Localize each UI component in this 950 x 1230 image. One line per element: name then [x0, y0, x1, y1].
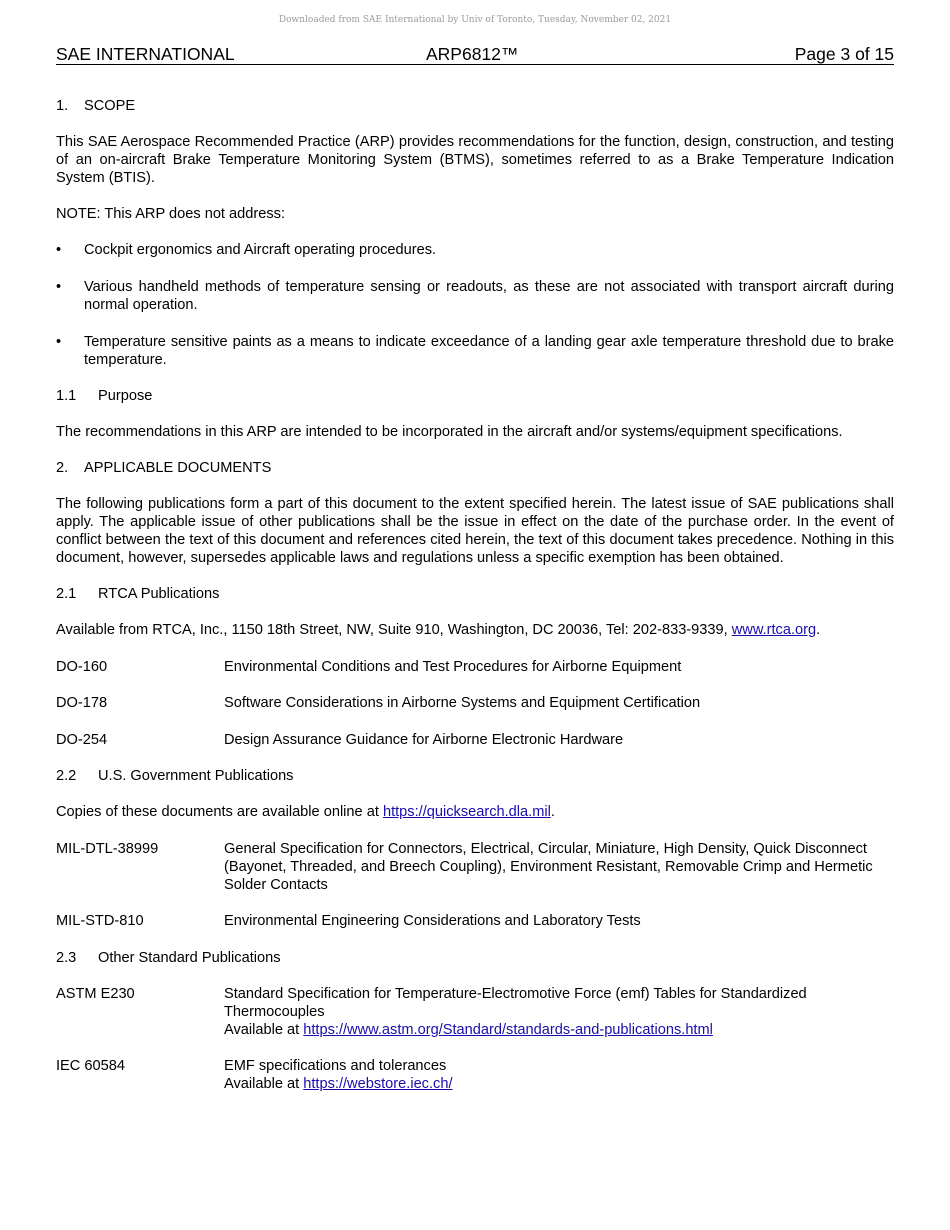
reference-title: Environmental Engineering Considerations and Laboratory Tests [224, 913, 641, 929]
availability-period: . [550, 804, 555, 820]
reference-title: Standard Specification for Temperature-Electromotive Force (emf) Tables for Standardized Thermocouples [224, 986, 807, 1020]
bullet-icon: • [56, 334, 62, 350]
availability-text: Available at [224, 1022, 304, 1038]
availability-text: Available from RTCA, Inc., 1150 18th Street, NW, Suite 910, Washington, DC 20036, Tel: 202-833-9339, [56, 622, 732, 638]
section-number: 2. [56, 460, 69, 476]
reference-row [56, 840, 894, 894]
dla-quicksearch-link[interactable]: https://quicksearch.dla.mil [382, 804, 551, 820]
list-item-text: Various handheld methods of temperature sensing or readouts, as these are not associated with transport aircraft during normal operation. [84, 279, 894, 313]
section-title: U.S. Government Publications [98, 768, 294, 784]
reference-title: Environmental Conditions and Test Procedures for Airborne Equipment [224, 659, 682, 675]
section-2-1-heading [56, 585, 894, 603]
section-number: 2.1 [56, 586, 77, 602]
section-title: SCOPE [84, 98, 136, 114]
reference-row [56, 658, 894, 676]
reference-code: DO-160 [56, 659, 108, 675]
reference-row [56, 985, 894, 1039]
availability-text: Available at [224, 1076, 304, 1092]
section-title: Other Standard Publications [98, 950, 281, 966]
section-number: 2.2 [56, 768, 77, 784]
section-number: 1.1 [56, 388, 77, 404]
reference-code: MIL-DTL-38999 [56, 841, 159, 857]
reference-code: DO-178 [56, 695, 108, 711]
document-body [56, 97, 894, 1093]
download-watermark: Downloaded from SAE International by Univ of Toronto, Tuesday, November 02, 2021 [278, 15, 672, 25]
bullet-icon: • [56, 242, 62, 258]
section-2-3-heading [56, 949, 894, 967]
purpose-paragraph: The recommendations in this ARP are intended to be incorporated in the aircraft and/or systems/equipment specifications. [56, 424, 843, 440]
reference-code: DO-254 [56, 732, 108, 748]
reference-title: Design Assurance Guidance for Airborne Electronic Hardware [224, 732, 624, 748]
section-number: 1. [56, 98, 69, 114]
section-2-2-heading [56, 767, 894, 785]
government-availability [56, 803, 894, 821]
list-item [56, 241, 894, 259]
section-2-heading [56, 459, 894, 477]
section-title: Purpose [98, 388, 153, 404]
astm-link[interactable]: https://www.astm.org/Standard/standards-and-publications.html [303, 1022, 713, 1038]
reference-row [56, 731, 894, 749]
reference-code: MIL-STD-810 [56, 913, 144, 929]
reference-title: General Specification for Connectors, Electrical, Circular, Miniature, High Density, Quick Disconnect (Bayonet, Threaded, and Breech Coupling), Environment Resistant, Removable Crimp and Hermetic Solder Contacts [224, 841, 873, 893]
header-org: SAE INTERNATIONAL [56, 44, 235, 64]
list-item-text: Cockpit ergonomics and Aircraft operating procedures. [84, 242, 437, 258]
rtca-availability [56, 621, 894, 639]
section-1-1-heading [56, 387, 894, 405]
iec-webstore-link[interactable]: https://webstore.iec.ch/ [303, 1076, 453, 1092]
reference-code: ASTM E230 [56, 986, 135, 1002]
reference-row [56, 694, 894, 712]
applicable-documents-paragraph: The following publications form a part of this document to the extent specified herein. The latest issue of SAE publications shall apply. The applicable issue of other publications shall be the issue in effect on the date of the purchase order. In the event of conflict between the text of this document and references cited herein, the text of this document takes precedence. Nothing in this document, however, supersedes applicable laws and regulations unless a specific exemption has been obtained. [56, 496, 894, 566]
scope-paragraph: This SAE Aerospace Recommended Practice (ARP) provides recommendations for the function, design, construction, and testing of an on-aircraft Brake Temperature Monitoring System (BTMS), sometimes referred to as a Brake Temperature Indication System (BTIS). [56, 134, 894, 186]
reference-title: Software Considerations in Airborne Systems and Equipment Certification [224, 695, 701, 711]
reference-entry [224, 985, 894, 1039]
section-title: APPLICABLE DOCUMENTS [84, 460, 272, 476]
page-header [56, 44, 894, 65]
section-1-heading [56, 97, 894, 115]
list-item [56, 278, 894, 314]
bullet-icon: • [56, 279, 62, 295]
reference-title: EMF specifications and tolerances [224, 1058, 447, 1074]
header-doc-number: ARP6812™ [426, 44, 519, 64]
section-title: RTCA Publications [98, 586, 220, 602]
list-item-text: Temperature sensitive paints as a means to indicate exceedance of a landing gear axle temperature threshold due to brake temperature. [84, 334, 894, 368]
reference-code: IEC 60584 [56, 1058, 125, 1074]
availability-period: . [816, 622, 821, 638]
list-item [56, 333, 894, 369]
reference-row [56, 1057, 894, 1093]
reference-row [56, 912, 894, 930]
reference-entry [224, 1057, 894, 1093]
availability-text: Copies of these documents are available online at [56, 804, 383, 820]
header-page-number: Page 3 of 15 [794, 44, 894, 64]
scope-note: NOTE: This ARP does not address: [56, 206, 286, 222]
rtca-link[interactable]: www.rtca.org [731, 622, 817, 638]
section-number: 2.3 [56, 950, 77, 966]
